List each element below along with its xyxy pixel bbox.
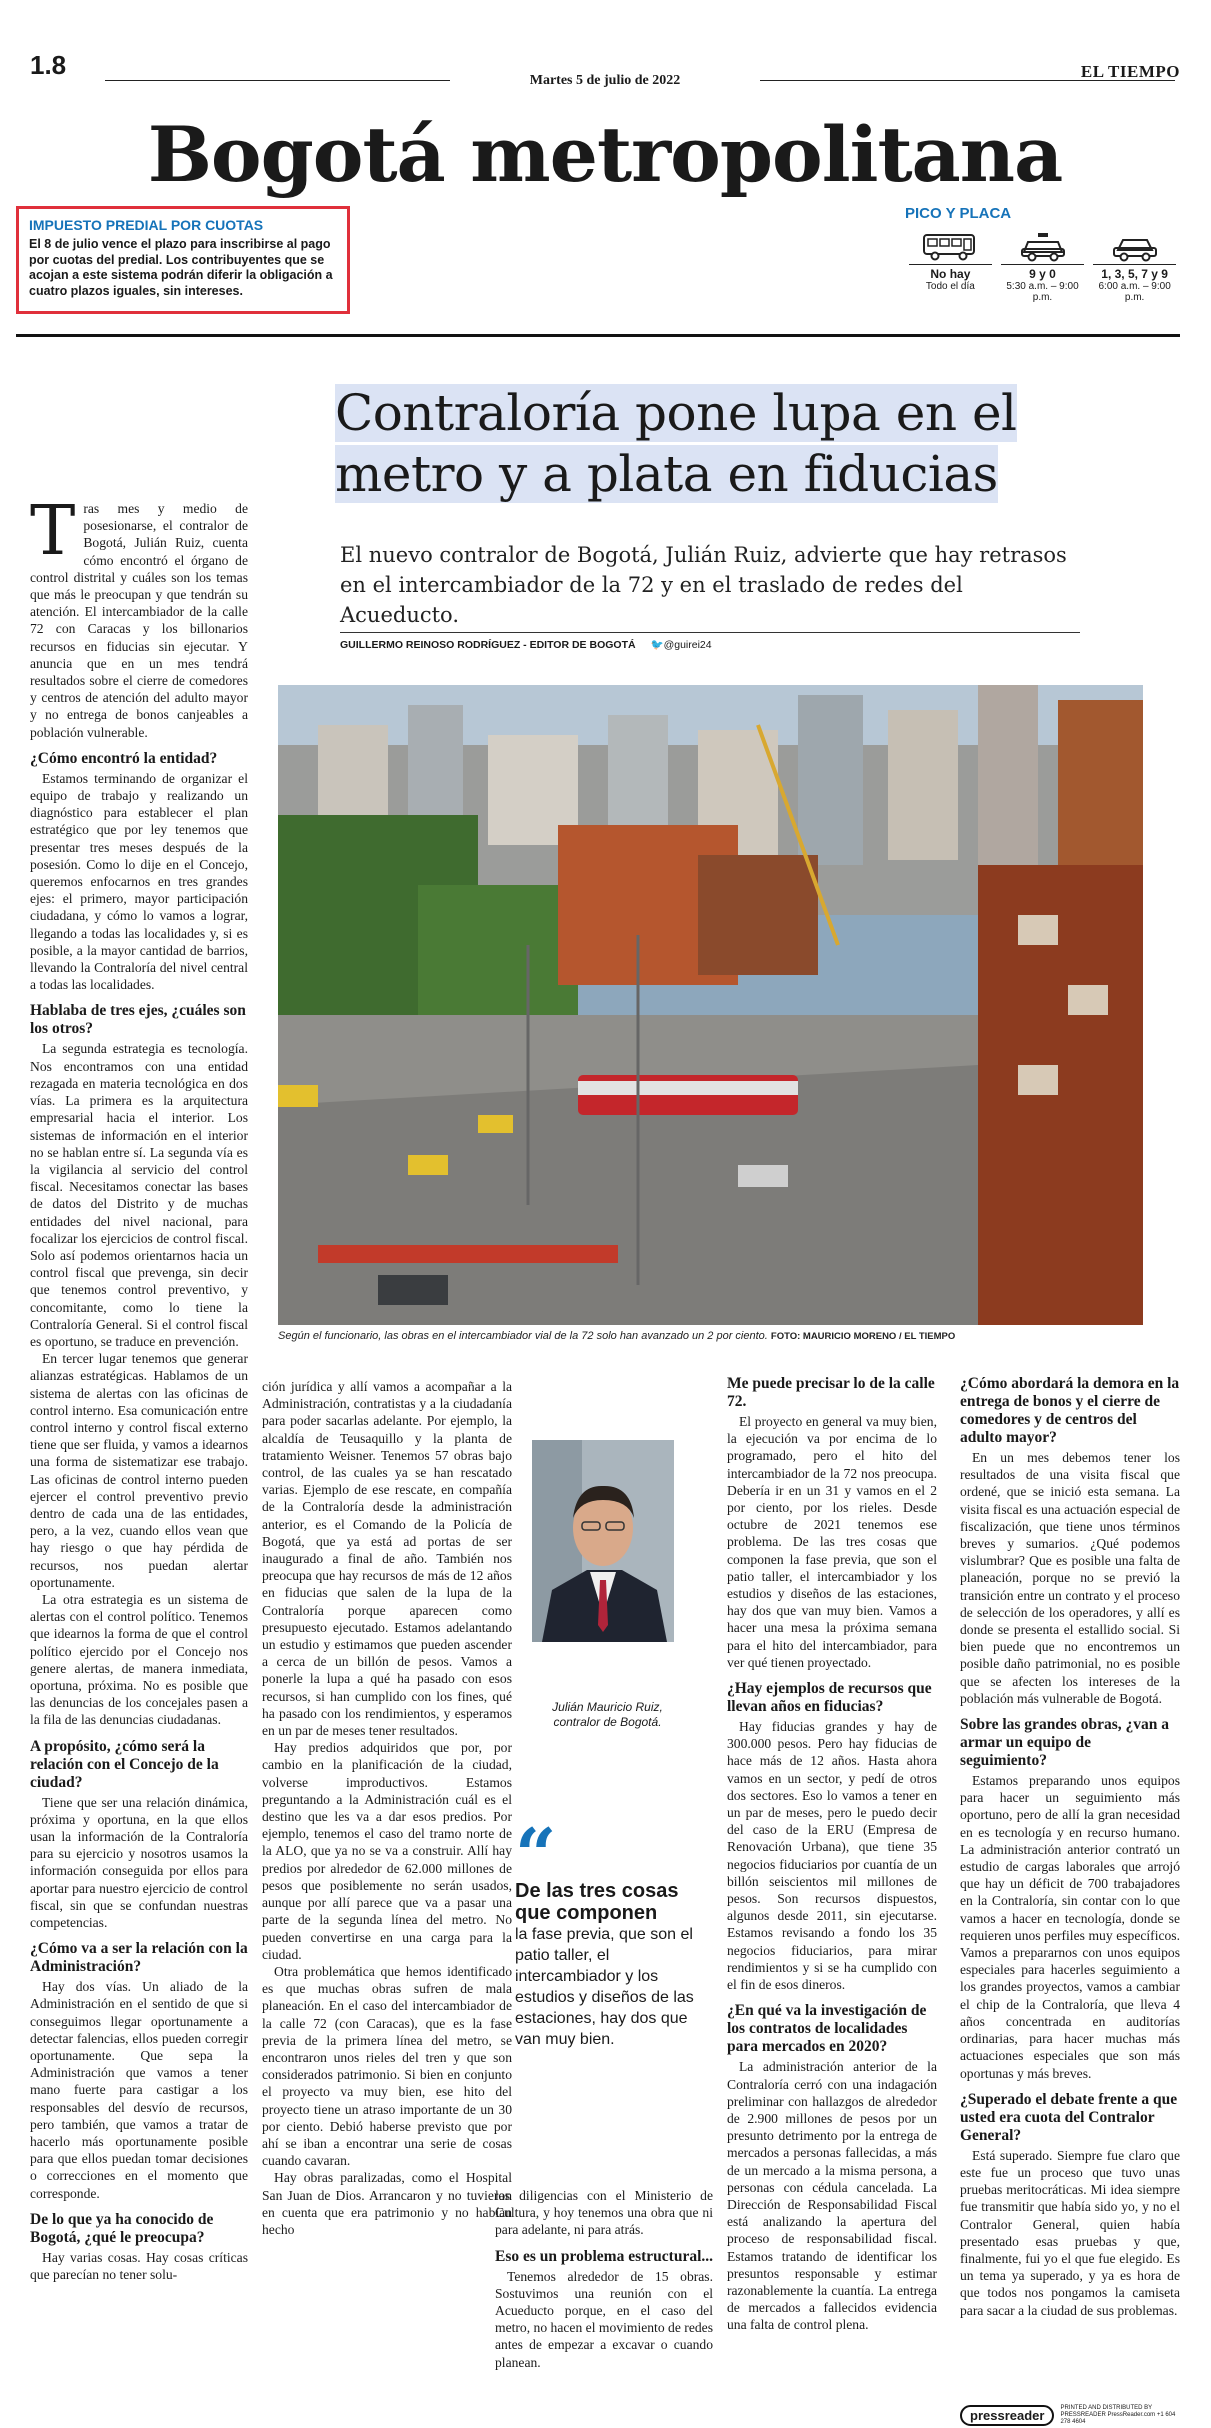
byline-author: GUILLERMO REINOSO RODRÍGUEZ - EDITOR DE BOGOTÁ [340,639,636,651]
photo-caption [278,1330,1158,1342]
question: Eso es un problema estructural... [495,2247,714,2265]
photo-credit: FOTO: MAURICIO MORENO / EL TIEMPO [770,1331,956,1342]
caption-text: Según el funcionario, las obras en el intercambiador vial de la 72 solo han avanzado un 2 por ciento. [278,1330,768,1342]
article-column-2 [262,1378,512,2238]
question: ¿Cómo abordará la demora en la entrega de bonos y el cierre de comedores y de centros del adulto mayor? [960,1375,1180,1446]
infobox-body: El 8 de julio vence el plazo para inscribirse al pago por cuotas del predial. Los contribuyentes que se acojan a este sistema podrán diferir la obligación a cuatro plazos iguales, sin intereses. [29,237,333,298]
lead-text: ras mes y medio de posesionarse, el contralor de Bogotá, Julián Ruiz, cuenta cómo encontró el órgano de control distrital y cuáles son los temas que más le preocupan y que tendrán su atención. El intercambiador de la calle 72 con Caracas y los billonarios recursos en fiducias sin ejecutar. Y anuncia que en un mes tendrá resultados sobre el cierre de comedores y centros de atención del adulto mayor y no entrega de bonos canjeables a población vulnerable. [30,501,248,740]
answer: La otra estrategia es un sistema de alertas con el control político. Tenemos que idearnos la forma de que el control político ejercido por el Concejo nos genere alertas, de manera inmediata, oportuna, próxima. No es posible que las denuncias de los concejales pasen a la fila de las denuncias ciudadanas. [30,1591,248,1728]
pyp-bus-value: No hay [909,264,992,281]
pyp-bus-detail: Todo el día [925,281,975,292]
answer: Tiene que ser una relación dinámica, próxima y oportuna, en la que ellos usan la información de la Contraloría para su ejercicio y nosotros usamos la información conseguida por ellos para aportar para nuestro ejercicio de control fiscal, sin que se confundan nuestras competencias. [30,1794,248,1931]
page-number: 1.8 [30,50,67,80]
paragraph: Otra problemática que hemos identificado es que muchas obras sufren de mala planeación. En el caso del intercambiador de la calle 72 (con Caracas), que es la fase previa de la primera línea del metro, se encontraron unos rieles del tren y que son considerados patrimonio. Si bien en conjunto el proyecto va muy bien, ese hito del proyecto tiene un atraso importante de un 30 por ciento. Debió haberse previsto que por ahí se iban a encontrar una serie de cosas cuando cavaran. [262,1963,512,2169]
quote-icon: “ [515,1812,557,1897]
article-column-3 [727,1375,937,2334]
section-rule [16,334,1180,337]
predial-infobox [16,206,350,314]
answer: En un mes debemos tener los resultados de una visita fiscal que ordené, que se inició esta semana. La visita fiscal es una actuación especial de fiscalización, que tiene unos términos breves y sumarios. ¿Qué podemos vislumbrar? Que es posible una falta de planeación, porque no se previó la transición entre un contrato y el proceso de selección de los operadores, y allí es donde se presenta el estallido social. Si bien puede que no encontremos un posible daño patrimonial, no es posible que se afecten los intereses de la población más vulnerable de Bogotá. [960,1450,1180,1706]
newspaper-brand: EL TIEMPO [1080,62,1180,81]
question: ¿Cómo encontró la entidad? [30,749,218,767]
issue-date [450,73,760,89]
question: ¿Superado el debate frente a que usted era cuota del Contralor General? [960,2090,1178,2144]
article-column-4 [960,1375,1180,2319]
answer: Tenemos alrededor de 15 obras. Sostuvimos una reunión con el Acueducto porque, en el caso del metro, no hacen el movimiento de redes antes de empezar a excavar o cuando planean. [495,2268,713,2370]
byline-rule [340,632,1080,633]
question: Hablaba de tres ejes, ¿cuáles son los otros? [30,1002,246,1038]
pyp-taxi-value: 9 y 0 [1001,264,1084,281]
question: ¿Cómo va a ser la relación con la Administración? [30,1940,248,1976]
twitter-handle-text: @guirei24 [663,639,712,651]
answer: La segunda estrategia es tecnología. Nos encontramos con una entidad rezagada en materia tecnológica en dos vías. La primera es la arquitectura empresarial hacia el interior. Los sistemas de información en el interior no se hablan entre sí. La segunda vía es la vigilancia al servicio del control fiscal. Necesitamos conectar las bases de datos del Distrito y de muchas entidades del nivel nacional, para focalizar los ejercicios de control fiscal. Solo así podemos orientarnos hacia un control fiscal que prevenga, sin decir que tenemos control preventivo, y concomitante, como lo tiene la Contraloría General. Si el control fiscal es oportuno, se traduce en prevención. [30,1041,248,1349]
pico-y-placa [905,205,1180,303]
pyp-bus [905,230,996,303]
infobox-kicker: IMPUESTO PREDIAL POR CUOTAS [29,217,264,233]
answer: Hay varias cosas. Hay cosas críticas que parecían no tener solu- [30,2249,248,2283]
taxi-icon [997,230,1088,264]
pyp-taxi-detail: 5:30 a.m. – 9:00 p.m. [1006,281,1079,303]
answer: La administración anterior de la Contraloría cerró con una indagación preliminar con hallazgos de alrededor de 2.900 millones de pesos por un presunto detrimento por la entrega de mercados a personas fallecidas, a más de un mercado a la misma persona, a personas con cédula cancelada. La Dirección de Responsabilidad Fiscal está analizando la apertura del proceso de responsabilidad fiscal. Estamos tratando de identificar los presuntos responsable y estimar razonablemente la cuantía. La entrega de mercados a fallecidos evidencia una falta de control plena. [727,2059,937,2333]
twitter-handle [651,639,712,651]
twitter-icon: 🐦 [650,639,664,651]
date-rest: 5 de julio de 2022 [576,73,681,88]
pull-quote [515,1812,695,2050]
article-byline [340,638,1080,651]
pressreader-footer[interactable] [960,2402,1180,2428]
headline-block [335,383,1055,505]
answer: Estamos terminando de organizar el equipo de trabajo y realizando un diagnóstico para establecer el plan estratégico que por ley tenemos que presentar tres meses después de la posesión. Como lo dije en el Concejo, queremos enfocarnos en tres grandes ejes: el primero, mayor participación ciudadana, y cómo lo vamos a lograr, llegando a todas las localidades y, si es posible, a la mayor cantidad de barrios, llevando la Contraloría del nivel central a todas las localidades. [30,770,248,993]
article-deck: El nuevo contralor de Bogotá, Julián Ruiz, advierte que hay retrasos en el intercambiador de la 72 y en el traslado de redes del Acueducto. [340,543,1067,627]
question: A propósito, ¿cómo será la relación con el Concejo de la ciudad? [30,1737,219,1791]
date-weekday: Martes [529,73,573,88]
question: ¿Hay ejemplos de recursos que llevan años en fiducias? [727,1680,932,1716]
answer: Hay fiducias grandes y hay de 300.000 pesos. Pero hay fiducias de hace más de 12 años. Hasta ahora vamos en un sector, y pedí de otros dos sectores. Eso lo vamos a tener en un par de meses, pero le puedo decir del caso de la ERU (Empresa de Renovación Urbana), que tiene 35 negocios fiduciarios por cuantía de un billón seiscientos mil millones de pesos. Son recursos dispuestos, algunos desde 2011, sin ejecutarse. Estamos revisando a fondo los 35 negocios fiduciarios, para mirar rendimientos y si se ha cumplido con el fin de esos dineros. [727,1719,937,1993]
pyp-car-detail: 6:00 a.m. – 9:00 p.m. [1098,281,1171,303]
bus-icon [905,230,996,264]
paragraph: Hay predios adquiridos que por, por cambio en la planificación de la ciudad, volverse improductivos. Estamos preguntando a la Administración cuál es el destino que les va a dar esos predios. Por ejemplo, tenemos el caso del tramo norte de la ALO, que ya no se va a construir. Allí hay predios por alrededor de 62.000 millones de pesos que posiblemente no serán usados, aunque por allí parece que va a pasar una parte de la segunda línea del metro. No pueden convertirse en una carga para la ciudad. [262,1740,512,1962]
article-headline: Contraloría pone lupa en el metro y a plata en fiducias [335,384,1017,503]
paragraph: ción jurídica y allí vamos a acompañar a la Administración, contratistas y a la ciudadanía para poder sacarlas adelante. Por ejemplo, la alcaldía de Teusaquillo y la planta de tratamiento Weisner. Tenemos 57 obras bajo control, de las cuales ya se han rescatado varias. Ejemplo de ese rescate, en compañía de la Contraloría desde la administración anterior, es el Comando de la Policía de Bogotá, que ya está ad portas de ser inaugurado a final de año. También nos preocupa que hay recursos de más de 12 años en fiducias que salen de la lupa de la Contraloría porque aparecen como presupuesto ejecutado. Estamos adelantando un estudio y estimamos que pueden ascender a cerca de un billón de pesos. Vamos a ponerle la lupa a qué ha pasado con esos recursos, si han cumplido con los fines, qué ha pasado con los rendimientos, y esperamos en un par de meses tener resultados. [262,1379,512,1739]
pyp-taxi [997,230,1088,303]
question: ¿En qué va la investigación de los contratos de localidades para mercados en 2020? [727,2002,927,2056]
question: Me puede precisar lo de la calle 72. [727,1375,935,1410]
quote-body: la fase previa, que son el patio taller, el intercambiador y los estudios y diseños de las estaciones, hay dos que van muy bien. [515,1926,694,2048]
paragraph: Hay obras paralizadas, como el Hospital San Juan de Dios. Arrancaron y no tuvieron en cuenta que era patrimonio y no habían hecho [262,2170,512,2237]
pico-y-placa-title: PICO Y PLACA [905,205,1012,222]
question: De lo que ya ha conocido de Bogotá, ¿qué le preocupa? [30,2210,214,2246]
drop-cap: T [30,492,76,571]
lead-paragraph [30,492,248,741]
pyp-car [1089,230,1180,303]
car-icon [1089,230,1180,264]
pressreader-logo: pressreader [960,2405,1054,2426]
pressreader-fineprint: PRINTED AND DISTRIBUTED BY PRESSREADER PressReader.com +1 604 278 4604 [1060,2404,1176,2425]
article-column-1 [30,492,248,2283]
contralor-portrait [532,1440,674,1642]
paragraph: las diligencias con el Ministerio de Cultura, y hoy tenemos una obra que ni para adelante, ni para atrás. [495,2188,713,2238]
answer: El proyecto en general va muy bien, la ejecución va por encima de lo programado, pero el hito del intercambiador de la 72 nos preocupa. Debería ir en un 31 y vamos en el 2 por ciento, por los rieles. Desde octubre de 2021 tenemos ese problema. De las tres cosas que componen la fase previa, que son el patio taller, el intercambiador y los estudios y diseños de las estaciones, hay dos que van muy bien. Vamos a hacer una mesa la próxima semana para el hito del intercambiador, para ver qué tienen proyectado. [727,1414,937,1670]
article-column-2b [495,2187,713,2371]
pyp-car-value: 1, 3, 5, 7 y 9 [1093,264,1176,281]
answer: Está superado. Siempre fue claro que este fue un proceso que tuvo unas pruebas meritocráticas. Mi idea siempre fue transmitir que había sido yo, y no el Contralor General, quien había presentado esas pruebas y que, finalmente, fui yo el que fue elegido. Es un tema ya superado, y ya es hora de que todos nos pongamos la camiseta para sacar a la ciudad de sus problemas. [960,2147,1180,2318]
portrait-caption: Julián Mauricio Ruiz, contralor de Bogotá. [552,1700,663,1729]
answer: Hay dos vías. Un aliado de la Administración en el sentido de que si conseguimos llegar oportunamente a detectar falencias, ellos pueden corregir oportunamente. Que sepa la Administración que vamos a tener mano fuerte para castigar a los responsables del desvío de recursos, pero también, que vamos a tratar de hacerlo más oportunamente posible para que ellos puedan tomar decisiones o correcciones en el momento que corresponde. [30,1979,248,2201]
quote-head: De las tres cosas que componen [515,1880,679,1924]
question: Sobre las grandes obras, ¿van a armar un equipo de seguimiento? [960,1716,1169,1770]
section-title: Bogotá metropolitana [147,110,1063,199]
answer: Estamos preparando unos equipos para hacer un seguimiento más oportuno, pero de allí la gran necesidad en es tecnología y en recurso humano. La administración anterior contrató un estudio de cargas laborales que arrojó que hay un déficit de 700 trabajadores en la Contraloría, sin contar con lo que vamos a hacer en tecnología, donde se requieren unos perfiles muy específicos. Vamos a prepararnos con unos equipos especiales para hacerles seguimiento a los grandes proyectos, vamos a cambiar el chip de la Contraloría, que lleva 4 años concentrada en auditorías ordinarias, para hacer muchas más actuaciones especiales que son más oportunas y más breves. [960,1773,1180,2081]
main-photo [278,685,1143,1325]
answer: En tercer lugar tenemos que generar alianzas estratégicas. Hablamos de un sistema de alertas con las oficinas de control interno. Esa comunicación entre control interno y control fiscal externo tiene que ser fluida, y vamos a idearnos una forma de sistematizar ese trabajo. Las oficinas de control interno pueden ejercer el control preventivo previo dentro de cada una de las entidades, pero, a la vez, cuando ellos vean que hay riesgo o que hay pérdida de recursos, nos puedan alertar oportunamente. [30,1351,248,1590]
